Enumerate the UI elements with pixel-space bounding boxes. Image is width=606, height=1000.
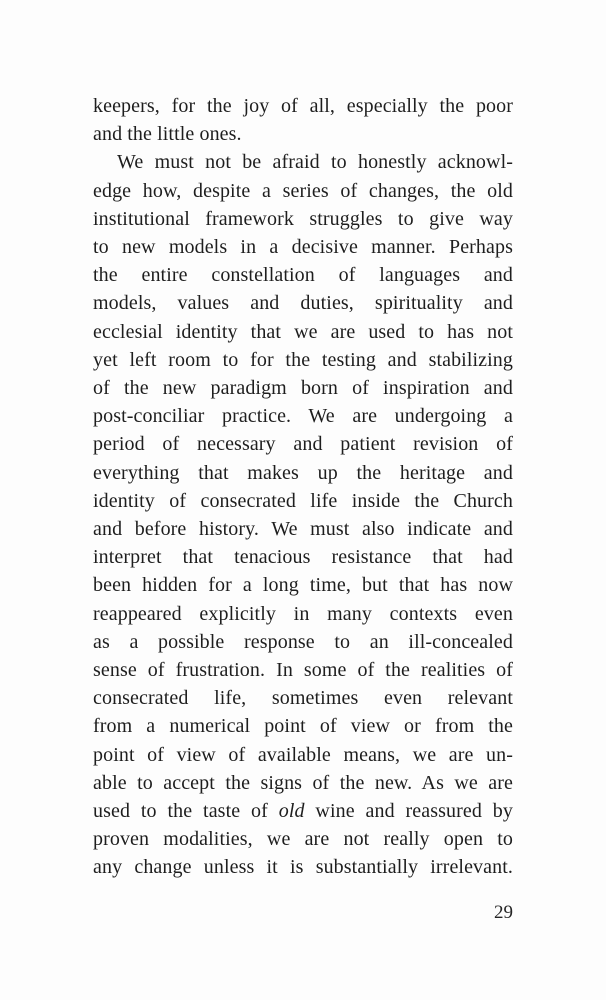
text-line [93,600,513,628]
text-line [93,487,513,515]
text-segment: and the little ones. [93,123,242,146]
text-segment: as a possible response to an ill-concealed [93,630,513,653]
text-segment: reappeared explicitly in many contexts even [93,602,513,625]
text-line [93,825,513,853]
text-segment: and before history. We must also indicate and [93,518,513,541]
text-line [93,628,513,656]
text-line [93,853,513,881]
text-segment: used to the taste of [93,800,279,823]
text-segment: the entire constellation of languages and [93,264,513,287]
text-segment: yet left room to for the testing and stabilizing [93,348,513,371]
text-segment: point of view of available means, we are un- [93,743,513,766]
text-line [93,769,513,797]
text-segment: everything that makes up the heritage and [93,461,513,484]
text-line [93,712,513,740]
text-segment: able to accept the signs of the new. As we are [93,771,513,794]
text-segment: models, values and duties, spirituality and [93,292,513,315]
text-line [93,289,513,317]
text-segment: wine and reassured by [304,800,513,823]
text-line [93,543,513,571]
text-segment: to new models in a decisive manner. Perhaps [93,236,513,259]
text-line [93,148,513,176]
text-segment: edge how, despite a series of changes, the old [93,179,513,202]
text-line [93,120,513,148]
text-line [93,318,513,346]
text-line [93,741,513,769]
text-line [93,515,513,543]
text-line [93,459,513,487]
text-line [93,374,513,402]
text-segment: period of necessary and patient revision of [93,433,513,456]
text-segment: institutional framework struggles to give way [93,207,513,230]
text-segment: ecclesial identity that we are used to has not [93,320,513,343]
text-line [93,684,513,712]
text-segment: consecrated life, sometimes even relevant [93,687,513,710]
text-line [93,346,513,374]
text-segment: sense of frustration. In some of the realities of [93,659,513,682]
text-segment: proven modalities, we are not really open to [93,828,513,851]
text-line [93,571,513,599]
italic-text: old [278,800,305,823]
text-segment: any change unless it is substantially irrelevant. [93,856,513,879]
text-line [93,430,513,458]
text-segment: identity of consecrated life inside the Church [93,489,513,512]
text-line [93,261,513,289]
text-segment: of the new paradigm born of inspiration and [93,377,513,400]
text-line [93,656,513,684]
text-segment: been hidden for a long time, but that has now [93,574,513,597]
text-line [93,177,513,205]
text-line [93,797,513,825]
page-text-block [93,92,513,882]
text-segment: interpret that tenacious resistance that had [93,546,513,569]
text-line [93,233,513,261]
text-segment: from a numerical point of view or from the [93,715,513,738]
text-segment: We must not be afraid to honestly acknowl- [117,151,513,174]
text-segment: post-conciliar practice. We are undergoing a [93,405,513,428]
text-line [93,92,513,120]
text-line [93,402,513,430]
text-segment: keepers, for the joy of all, especially the poor [93,95,513,117]
text-line [93,205,513,233]
page-number: 29 [494,902,513,923]
